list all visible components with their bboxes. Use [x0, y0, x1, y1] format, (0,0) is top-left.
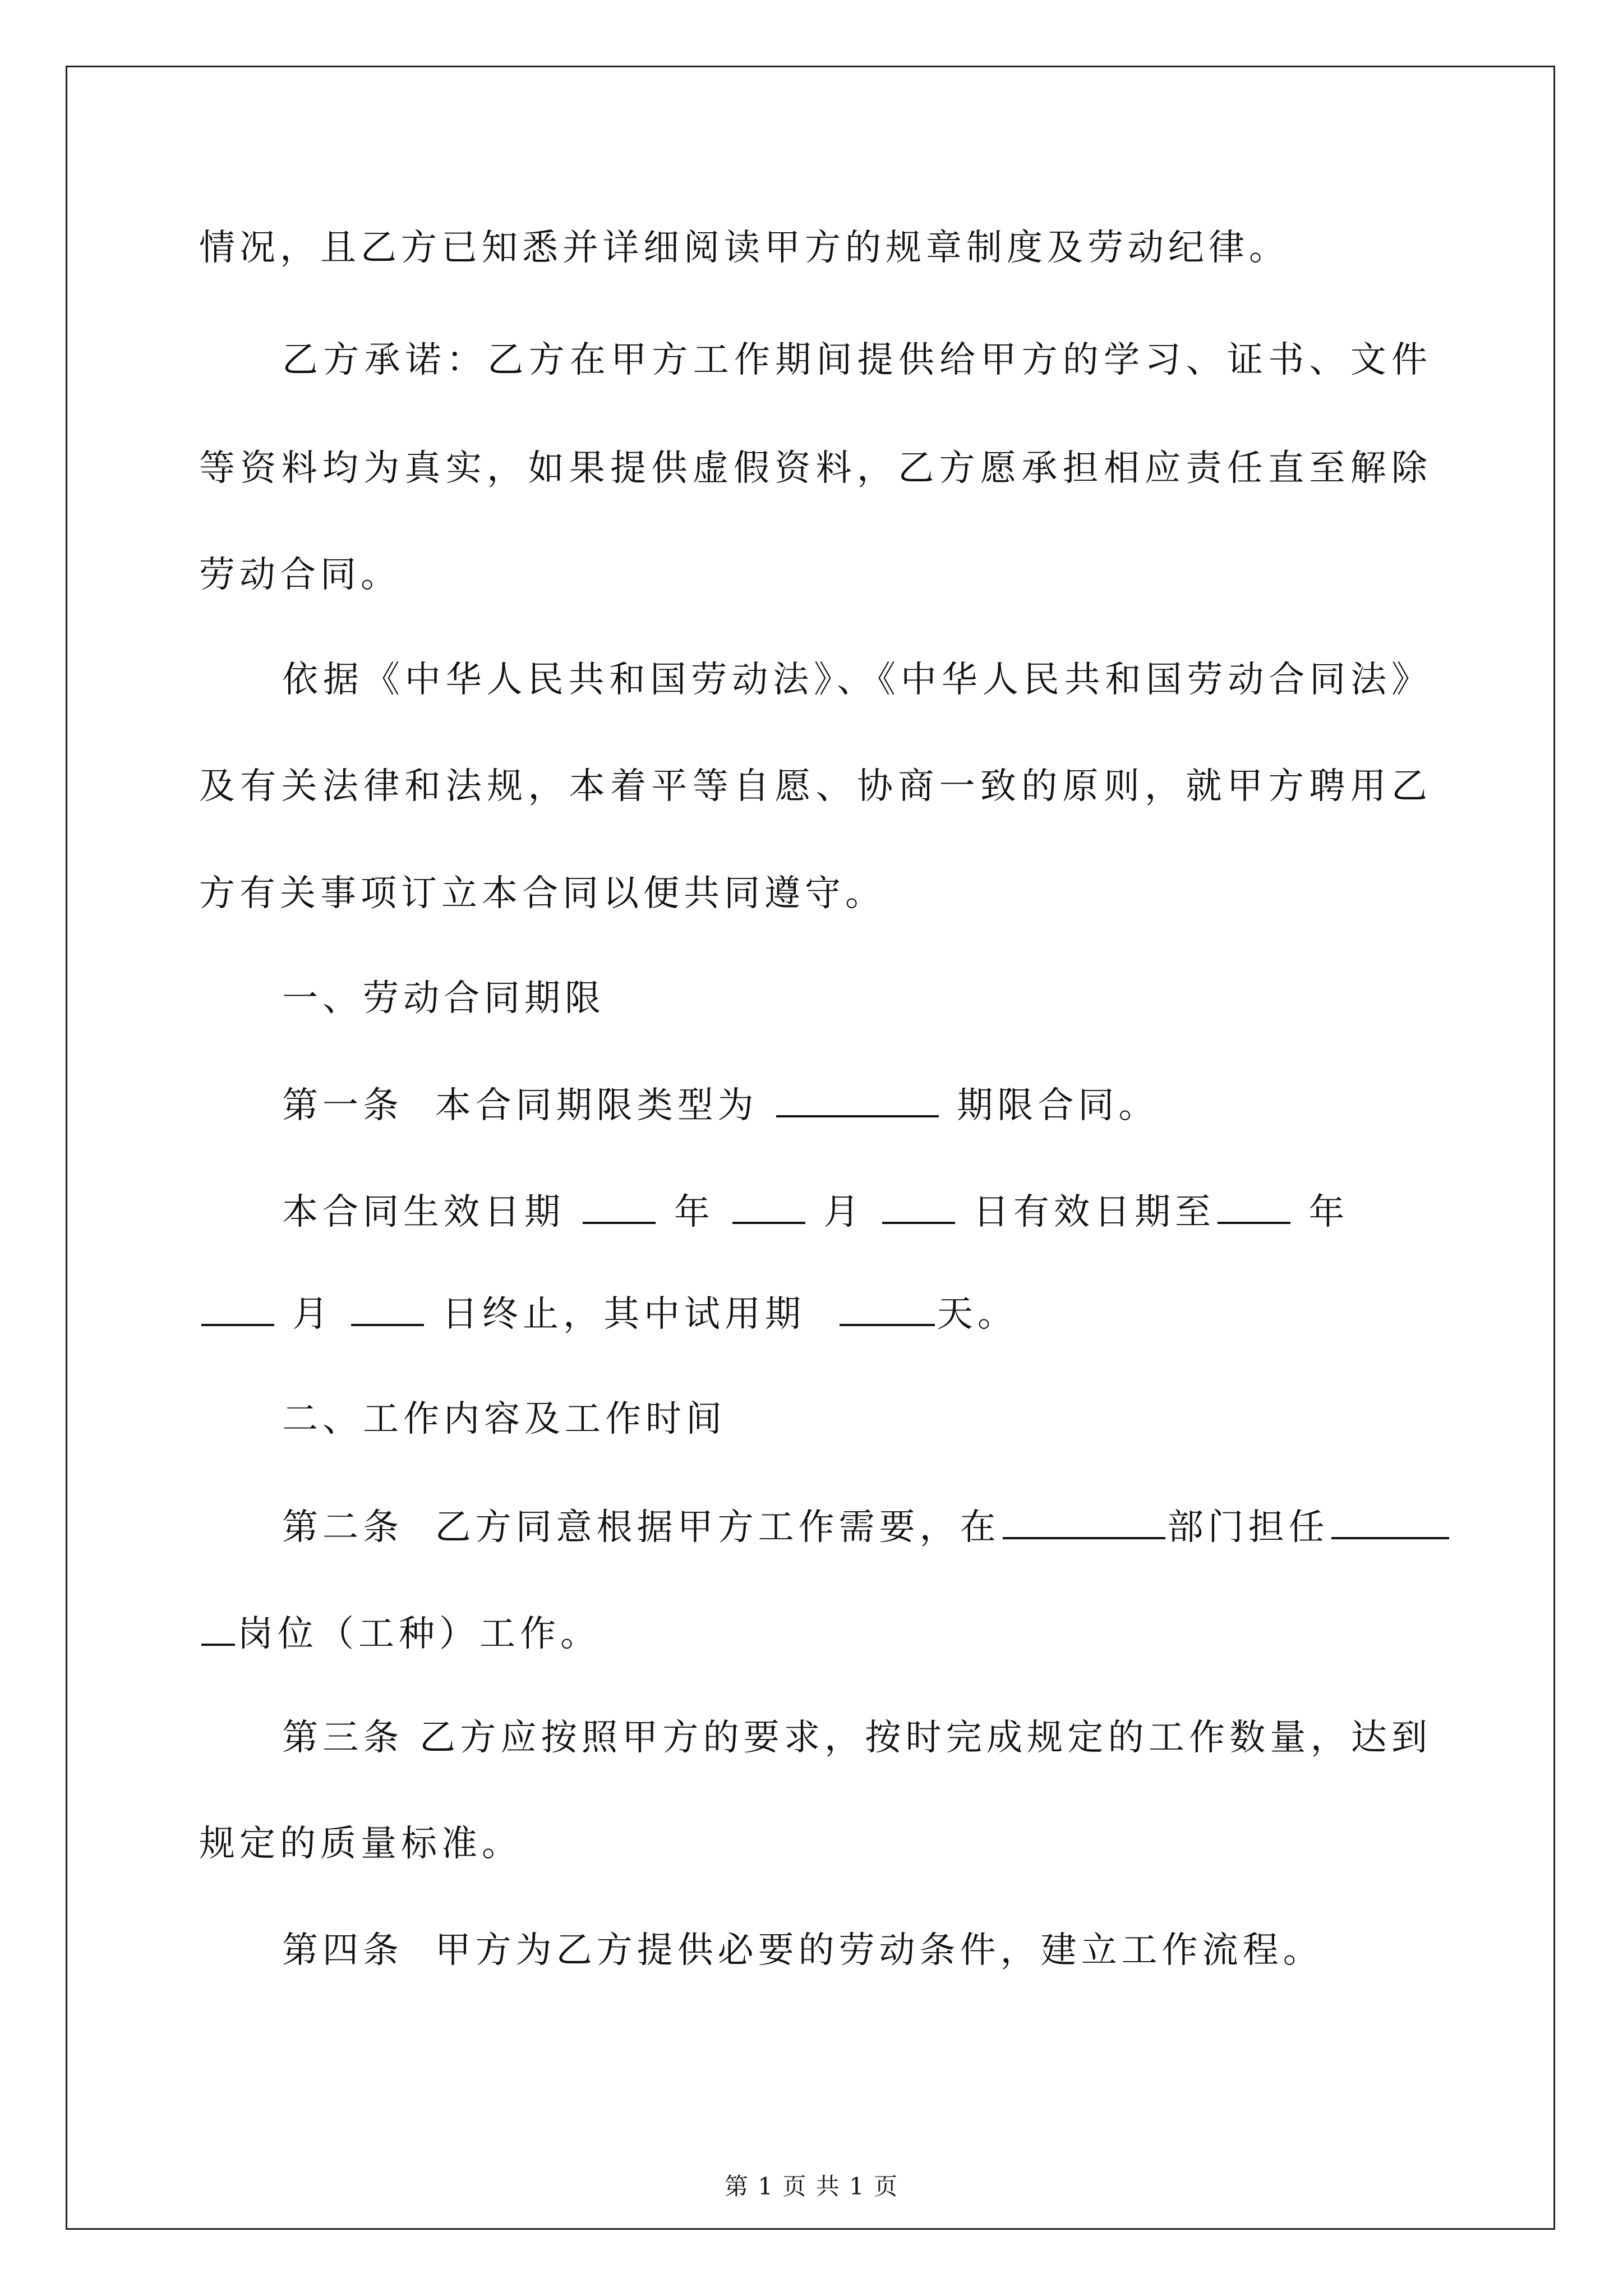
fill-blank	[882, 1188, 955, 1224]
fill-blank	[1331, 1503, 1449, 1539]
fill-blank	[583, 1188, 656, 1224]
paragraph-line: 依据《中华人民共和国劳动法》、《中华人民共和国劳动合同法》	[282, 659, 1427, 701]
paragraph-line: 等资料均为真实，如果提供虚假资料，乙方愿承担相应责任直至解除	[199, 448, 1427, 489]
page-footer: 第 1 页 共 1 页	[724, 2173, 899, 2200]
fill-blank	[1218, 1188, 1290, 1224]
fill-blank	[201, 1290, 274, 1326]
paragraph-line: 本合同生效日期 年 月 日有效日期至 年	[282, 1188, 1349, 1235]
section-heading: 一、劳动合同期限	[282, 978, 605, 1019]
fill-blank	[840, 1290, 935, 1326]
paragraph-line: 乙方承诺：乙方在甲方工作期间提供给甲方的学习、证书、文件	[282, 339, 1427, 381]
paragraph-line: 岗位（工种）工作。	[199, 1610, 601, 1657]
fill-blank	[201, 1610, 235, 1646]
paragraph-line: 第一条 本合同期限类型为 期限合同。	[282, 1082, 1159, 1128]
paragraph-line: 第三条 乙方应按照甲方的要求，按时完成规定的工作数量，达到	[282, 1717, 1427, 1759]
fill-blank	[1003, 1503, 1165, 1539]
paragraph-line: 情况，且乙方已知悉并详细阅读甲方的规章制度及劳动纪律。	[199, 227, 1289, 269]
paragraph-line: 第四条 甲方为乙方提供必要的劳动条件，建立工作流程。	[282, 1930, 1324, 1971]
fill-blank	[732, 1188, 805, 1224]
paragraph-line: 第二条 乙方同意根据甲方工作需要，在 部门担任	[282, 1503, 1451, 1550]
paragraph-line: 及有关法律和法规，本着平等自愿、协商一致的原则，就甲方聘用乙	[199, 766, 1427, 807]
paragraph-line: 劳动合同。	[199, 554, 401, 596]
fill-blank	[776, 1082, 939, 1117]
paragraph-line: 月 日终止，其中试用期 天。	[199, 1290, 1018, 1337]
paragraph-line: 规定的质量标准。	[199, 1823, 522, 1865]
section-heading: 二、工作内容及工作时间	[282, 1398, 726, 1440]
paragraph-line: 方有关事项订立本合同以便共同遵守。	[199, 873, 886, 914]
page-border	[66, 66, 1555, 2230]
fill-blank	[351, 1290, 424, 1326]
